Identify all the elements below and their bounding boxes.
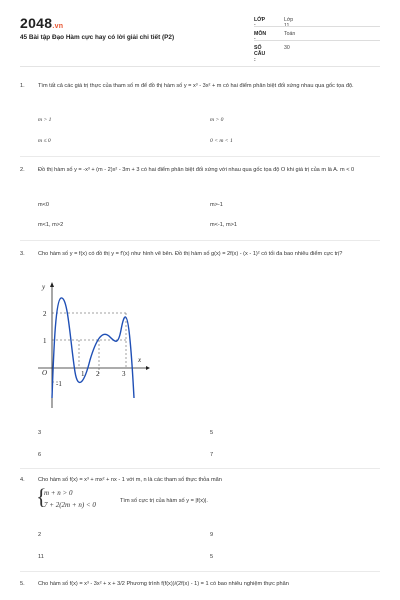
question-5	[20, 580, 380, 600]
meta-subject-value: Toán	[284, 31, 296, 37]
question-number: 3.	[20, 251, 25, 257]
header-divider	[20, 66, 380, 67]
condition-1: m + n > 0	[44, 489, 73, 497]
question-divider	[20, 156, 380, 157]
meta-count-key: SỐ CÂU :	[254, 45, 266, 63]
question-text: Cho hàm số y = f(x) có đồ thị y = f'(x) như hình vẽ bên. Đồ thị hàm số g(x) = 2f(x) - (x - 1)² có tối đa bao nhiêu điểm cực trị?	[38, 251, 343, 257]
question-divider	[20, 571, 380, 572]
document-title: 45 Bài tập Đạo Hàm cực hay có lời giải chi tiết (P2)	[20, 34, 175, 41]
meta-class-value: Lớp 11	[284, 17, 294, 29]
derivative-graph	[30, 280, 150, 410]
logo-text: 2048	[20, 15, 53, 31]
x-tick-1: 1	[81, 370, 85, 378]
x-tick-2: 2	[96, 370, 100, 378]
y-tick-minus-1: -1	[56, 380, 62, 388]
option-a[interactable]: 3	[38, 430, 42, 436]
question-4-task: Tìm số cực trị của hàm số y = |f(x)|.	[120, 498, 208, 504]
x-tick-3: 3	[122, 370, 126, 378]
question-2	[20, 166, 380, 196]
y-tick-1: 1	[43, 337, 47, 345]
question-text: Đồ thị hàm số y = -x³ + (m - 2)x² - 3m + 3 có hai điểm phân biệt đối xứng với nhau qua gốc tọa độ O khi giá trị của m là A. m < 0	[38, 167, 355, 173]
y-axis-arrow	[50, 282, 54, 287]
question-text: Cho hàm số f(x) = x³ - 3x² + x + 3/2 Phương trình f(f(x))/(2f(x) - 1) = 1 có bao nhiêu nghiệm thực phân	[38, 581, 289, 587]
option-d[interactable]: m<-1, m>1	[210, 222, 238, 228]
option-c[interactable]: m ≤ 0	[38, 138, 51, 144]
site-logo[interactable]	[20, 15, 63, 31]
option-c[interactable]: 6	[38, 452, 42, 458]
question-divider	[20, 468, 380, 469]
meta-divider	[254, 40, 380, 41]
option-b[interactable]: m>-1	[210, 202, 223, 208]
question-text: Tìm tất cả các giá trị thực của tham số m để đồ thị hàm số y = x³ - 3x² + m có hai điểm phân biệt đối xứng nhau qua gốc tọa độ.	[38, 83, 354, 89]
y-tick-2: 2	[43, 310, 47, 318]
system-brace: {	[36, 484, 47, 509]
meta-divider	[254, 26, 380, 27]
option-a[interactable]: m<0	[38, 202, 50, 208]
question-3	[20, 250, 380, 280]
option-a[interactable]: m > 1	[38, 117, 52, 123]
condition-system	[44, 487, 96, 511]
condition-2: 7 + 2(2m + n) < 0	[44, 501, 96, 509]
option-d[interactable]: 0 < m < 1	[210, 138, 233, 144]
option-c[interactable]: 11	[38, 554, 44, 560]
question-text: Cho hàm số f(x) = x³ + mx² + nx - 1 với m, n là các tham số thực thỏa mãn	[38, 477, 222, 483]
option-d[interactable]: 7	[210, 452, 214, 458]
x-axis-label: x	[138, 356, 142, 364]
question-number: 2.	[20, 167, 25, 173]
question-divider	[20, 240, 380, 241]
question-number: 5.	[20, 581, 25, 587]
option-b[interactable]: 5	[210, 430, 214, 436]
page-header	[0, 0, 400, 74]
x-axis-arrow	[146, 366, 150, 370]
meta-count-value: 30	[284, 45, 290, 51]
logo-suffix: .vn	[52, 23, 64, 30]
option-b[interactable]: m > 0	[210, 117, 224, 123]
y-axis-label: y	[42, 283, 46, 291]
option-d[interactable]: 5	[210, 554, 214, 560]
question-1	[20, 82, 380, 112]
meta-subject-key: MÔN :	[254, 31, 267, 43]
option-b[interactable]: 9	[210, 532, 214, 538]
origin-label: O	[42, 369, 48, 377]
question-number: 4.	[20, 477, 25, 483]
question-number: 1.	[20, 83, 25, 89]
option-a[interactable]: 2	[38, 532, 42, 538]
option-c[interactable]: m<1, m>2	[38, 222, 64, 228]
meta-class-key: LỚP :	[254, 17, 265, 29]
